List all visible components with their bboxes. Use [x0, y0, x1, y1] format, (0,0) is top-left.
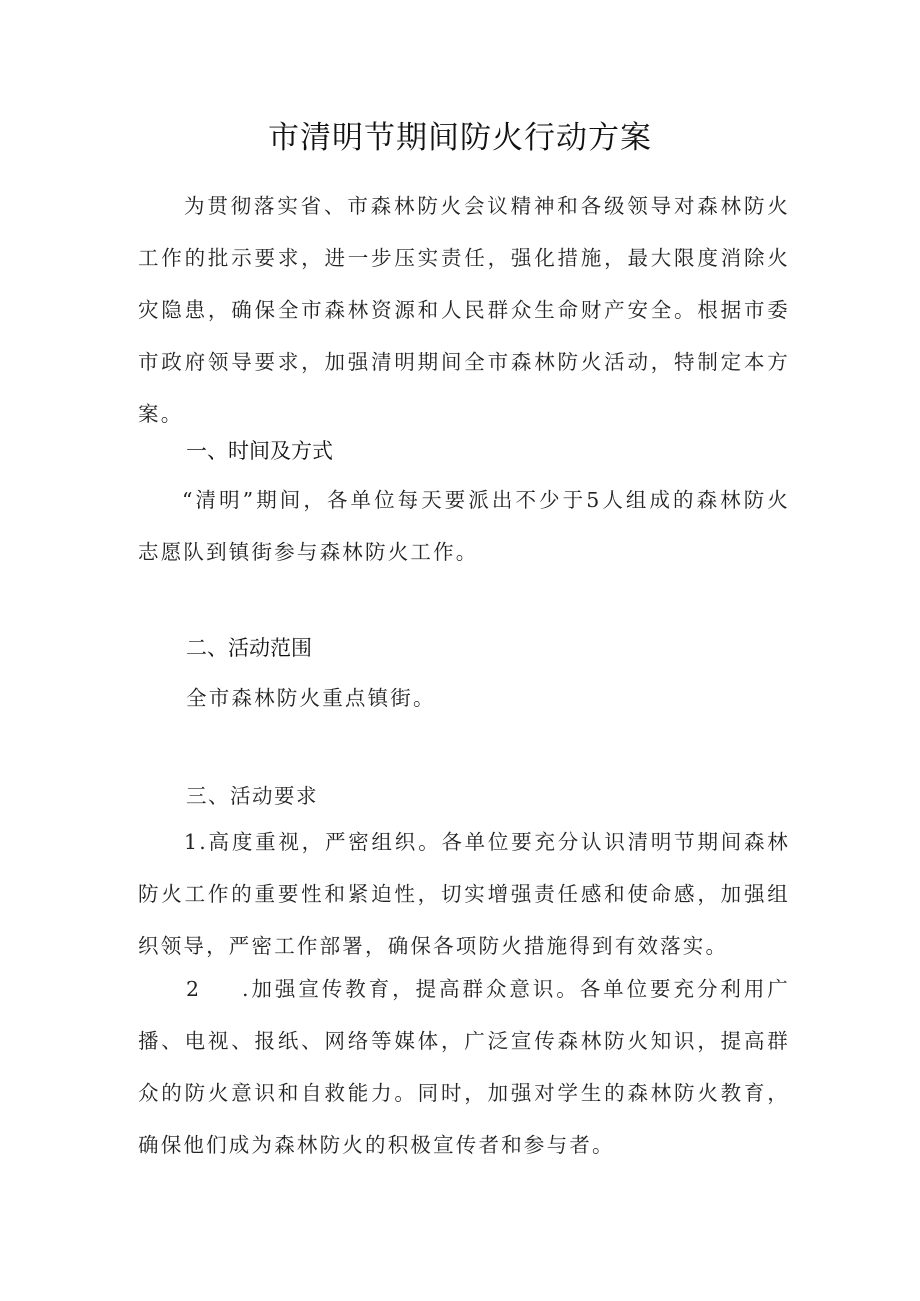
section3-item2-number: 2: [186, 977, 202, 1001]
section1-body: “清明”期间，各单位每天要派出不少于5人组成的森林防火志愿队到镇街参与森林防火工作。: [138, 488, 790, 564]
section3-heading: 三、活动要求: [186, 784, 318, 808]
document-title: 市清明节期间防火行动方案: [268, 120, 652, 156]
section3-item2: .加强宣传教育，提高群众意识。各单位要充分利用广播、电视、报纸、网络等媒体，广泛宣传森林防火知识，提高群众的防火意识和自救能力。同时，加强对学生的森林防火教育，确保他们成为森林防火的积极宣传者和参与者。: [138, 977, 790, 1157]
section3-item1: 1.高度重视，严密组织。各单位要充分认识清明节期间森林防火工作的重要性和紧迫性，切实增强责任感和使命感，加强组织领导，严密工作部署，确保各项防火措施得到有效落实。: [138, 830, 790, 958]
section2-body: 全市森林防火重点镇街。: [186, 686, 436, 710]
intro-paragraph: 为贯彻落实省、市森林防火会议精神和各级领导对森林防火工作的批示要求，进一步压实责任，强化措施，最大限度消除火灾隐患，确保全市森林资源和人民群众生命财产安全。根据市委市政府领导要求，加强清明期间全市森林防火活动，特制定本方案。: [138, 194, 790, 426]
section2-heading: 二、活动范围: [186, 636, 312, 660]
section1-heading: 一、时间及方式: [186, 439, 333, 463]
